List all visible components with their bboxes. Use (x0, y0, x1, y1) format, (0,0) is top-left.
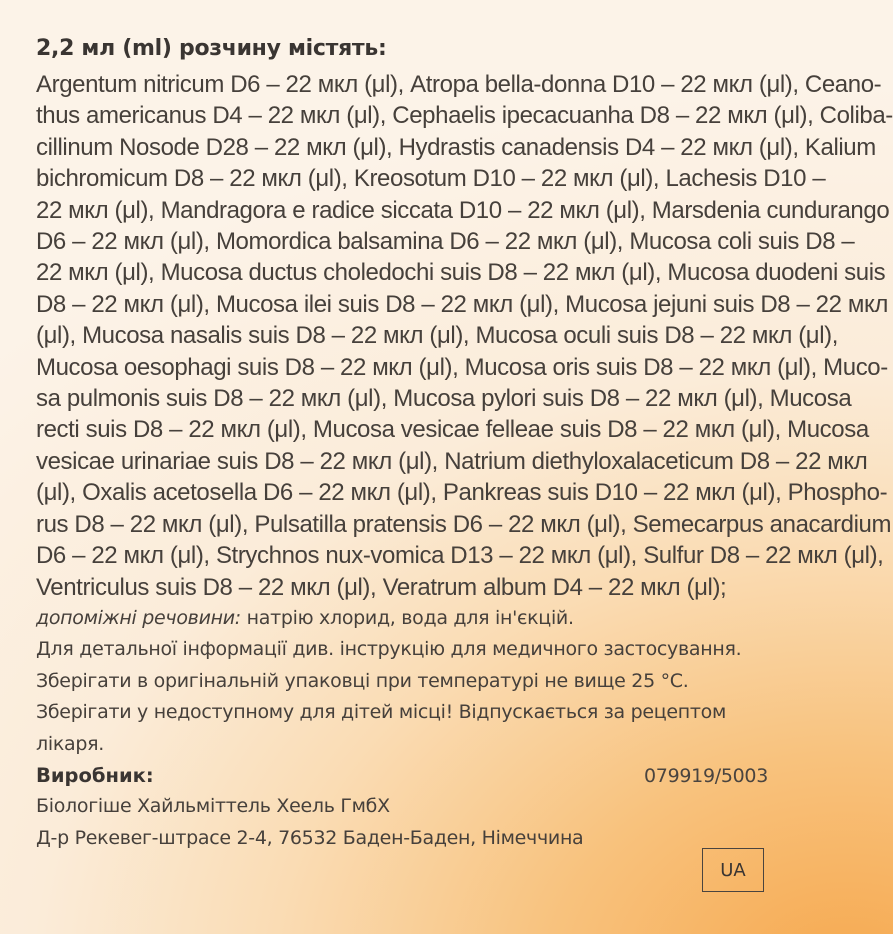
composition-line: Ventriculus suis D8 – 22 мкл (μl), Veratrum album D4 – 22 мкл (μl); (36, 573, 727, 601)
manufacturer-address: Д-р Рекевег-штрасе 2-4, 76532 Баден-Баден, Німеччина (36, 826, 584, 849)
composition-line: 22 мкл (μl), Mandragora e radice siccata D10 – 22 мкл (μl), Marsdenia cundurango (36, 196, 890, 224)
composition-line: D8 – 22 мкл (μl), Mucosa ilei suis D8 – 22 мкл (μl), Mucosa jejuni suis D8 – 22 мкл (36, 290, 888, 318)
composition-line: D6 – 22 мкл (μl), Strychnos nux-vomica D13 – 22 мкл (μl), Sulfur D8 – 22 мкл (μl), (36, 542, 884, 570)
registration-code: 079919/5003 (644, 764, 768, 787)
country-badge: UA (702, 848, 764, 892)
composition-heading: 2,2 мл (ml) розчину містять: (36, 36, 387, 61)
composition-line: Mucosa oesophagi suis D8 – 22 мкл (μl), Mucosa oris suis D8 – 22 мкл (μl), Muco- (36, 353, 888, 381)
composition-line: thus americanus D4 – 22 мкл (μl), Cephaelis ipecacuanha D8 – 22 мкл (μl), Coliba- (36, 102, 893, 130)
composition-line: cillinum Nosode D28 – 22 мкл (μl), Hydrastis canadensis D4 – 22 мкл (μl), Kalium (36, 133, 876, 161)
note-storage: Зберігати в оригінальній упаковці при температурі не вище 25 °С. (36, 669, 689, 692)
composition-line: vesicae urinariae suis D8 – 22 мкл (μl), Natrium diethyloxalaceticum D8 – 22 мкл (36, 447, 868, 475)
composition-line: D6 – 22 мкл (μl), Momordica balsamina D6 – 22 мкл (μl), Mucosa coli suis D8 – (36, 228, 855, 256)
excipients-row (36, 603, 768, 634)
manufacturer-label: Виробник: (36, 763, 154, 787)
note-instructions: Для детальної інформації див. інструкцію для медичного застосування. (36, 638, 742, 661)
excipients-label: допоміжні речовини: (36, 606, 241, 629)
leaflet-text (36, 36, 893, 854)
composition-line: Argentum nitricum D6 – 22 мкл (μl), Atropa bella-donna D10 – 22 мкл (μl), Ceano- (36, 71, 882, 98)
composition-line: (μl), Oxalis acetosella D6 – 22 мкл (μl), Pankreas suis D10 – 22 мкл (μl), Phospho- (36, 479, 888, 507)
composition-line: recti suis D8 – 22 мкл (μl), Mucosa vesicae felleae suis D8 – 22 мкл (μl), Mucosa (36, 416, 869, 444)
composition-line: (μl), Mucosa nasalis suis D8 – 22 мкл (μl), Mucosa oculi suis D8 – 22 мкл (μl), (36, 322, 839, 350)
composition-line: rus D8 – 22 мкл (μl), Pulsatilla pratensis D6 – 22 мкл (μl), Semecarpus anacardium (36, 510, 892, 538)
composition-line: bichromicum D8 – 22 мкл (μl), Kreosotum D10 – 22 мкл (μl), Lachesis D10 – (36, 165, 826, 193)
manufacturer-row (36, 760, 768, 791)
composition-line: sa pulmonis suis D8 – 22 мкл (μl), Mucosa pylori suis D8 – 22 мкл (μl), Mucosa (36, 385, 852, 413)
note-children-prescription: Зберігати у недоступному для дітей місці! Відпускається за рецептом лікаря. (36, 701, 727, 755)
composition-list (36, 69, 893, 603)
manufacturer-name: Біологіше Хайльміттель Хеель ГмбХ (36, 795, 390, 818)
composition-line: 22 мкл (μl), Mucosa ductus choledochi suis D8 – 22 мкл (μl), Mucosa duodeni suis (36, 259, 886, 287)
excipients-text: натрію хлорид, вода для ін'єкцій. (240, 606, 574, 629)
